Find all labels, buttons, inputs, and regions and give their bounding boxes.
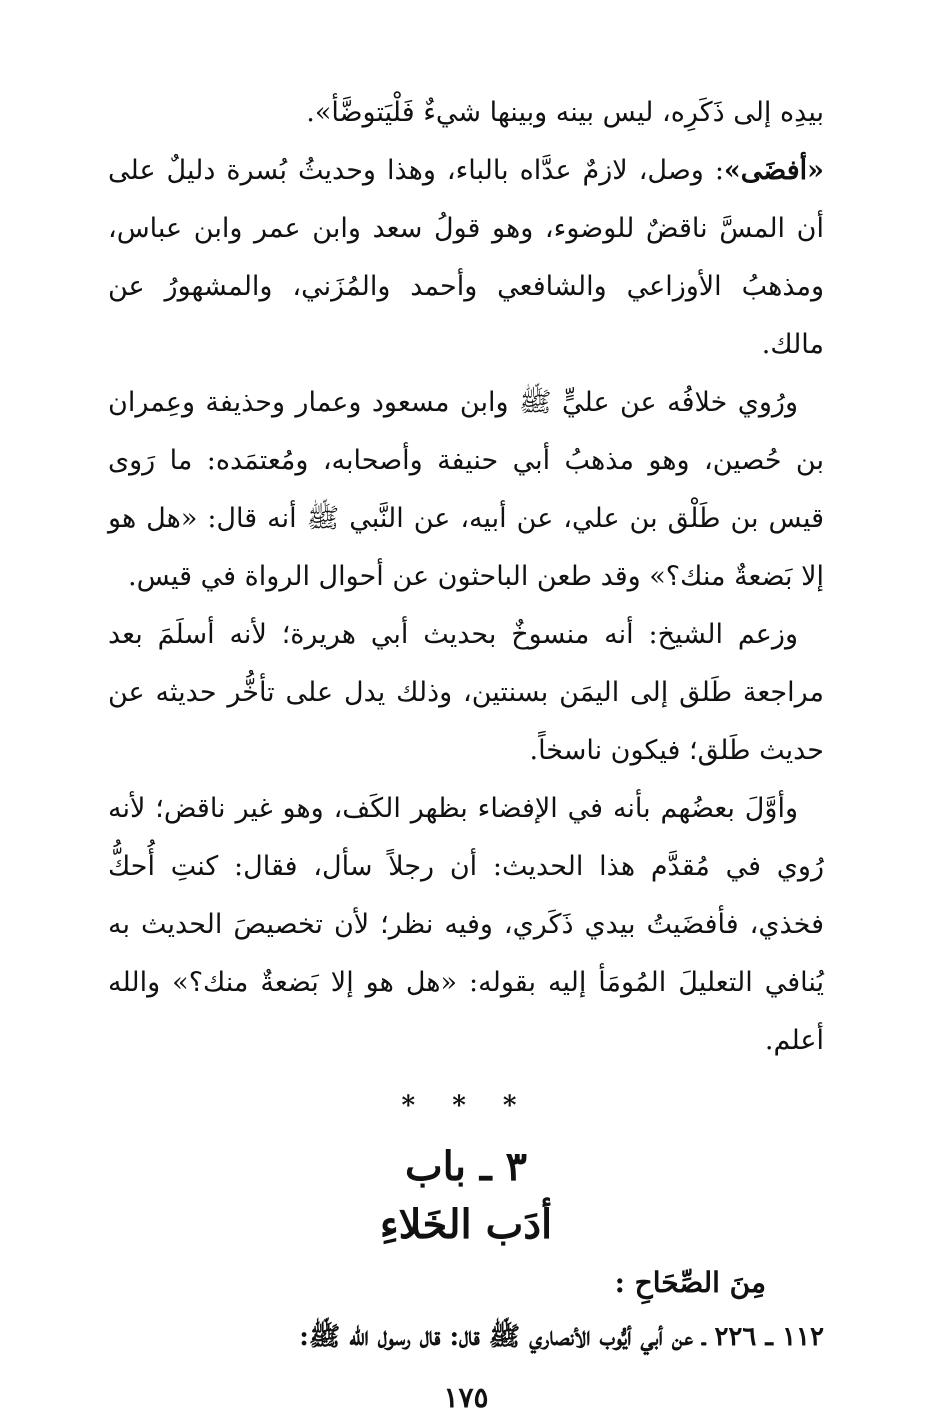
hadith-heading: ١١٢ ـ ٢٢٦ ـ عن أبي أيُّوب الأنصاري ﷺ قال: قال رسول الله ﷺ:	[299, 1322, 824, 1352]
defined-term: «أفضَى»	[723, 155, 824, 186]
section-separator: * * *	[401, 1091, 531, 1121]
document-page	[108, 84, 824, 1414]
paragraph-2	[108, 142, 824, 374]
paragraph-4: وزعم الشيخ: أنه منسوخٌ بحديث أبي هريرة؛ لأنه أسلَمَ بعد مراجعة طَلق إلى اليمَن بسنتين، وذلك يدل على تأخُّر حديثه عن حديث طَلق؛ فيكون ناسخاً.	[108, 619, 824, 766]
paragraph-3: ورُوي خلافُه عن عليٍّ ﷺ وابن مسعود وعمار وحذيفة وعِمران بن حُصين، وهو مذهبُ أبي حنيفة وأصحابه، ومُعتمَده: ما رَوى قيس بن طَلْق بن علي، عن أبيه، عن النَّبي ﷺ أنه قال: «هل هو إلا بَضعةٌ منك؟» وقد طعن الباحثون عن أحوال الرواة في قيس.	[108, 387, 824, 592]
chapter-number: ٣ ـ باب	[404, 1143, 528, 1190]
page-number: ١٧٥	[443, 1381, 489, 1414]
section-heading: مِنَ الصِّحَاحِ :	[614, 1266, 766, 1299]
chapter-title: أدَب الخَلاءِ	[379, 1201, 553, 1248]
paragraph-2-text: : وصل، لازمٌ عدَّاه بالباء، وهذا وحديثُ بُسرة دليلٌ على أن المسَّ ناقضٌ للوضوء، وهو قولُ سعد وابن عمر وابن عباس، ومذهبُ الأوزاعي والشافعي وأحمد والمُزَني، والمشهورُ عن مالك.	[108, 155, 824, 360]
paragraph-1: بيدِه إلى ذَكَرِه، ليس بينه وبينها شيءٌ فَلْيَتوضَّأ».	[306, 97, 824, 128]
paragraph-5: وأوَّلَ بعضُهم بأنه في الإفضاء بظهر الكَف، وهو غير ناقض؛ لأنه رُوي في مُقدَّم هذا الحديث: أن رجلاً سأل، فقال: كنتِ أُحكُّ فخذي، فأفضَيتُ بيدي ذَكَري، وفيه نظر؛ لأن تخصيصَ الحديث به يُنافي التعليلَ المُومَأ إليه بقوله: «هل هو إلا بَضعةٌ منك؟» والله أعلم.	[108, 793, 824, 1056]
